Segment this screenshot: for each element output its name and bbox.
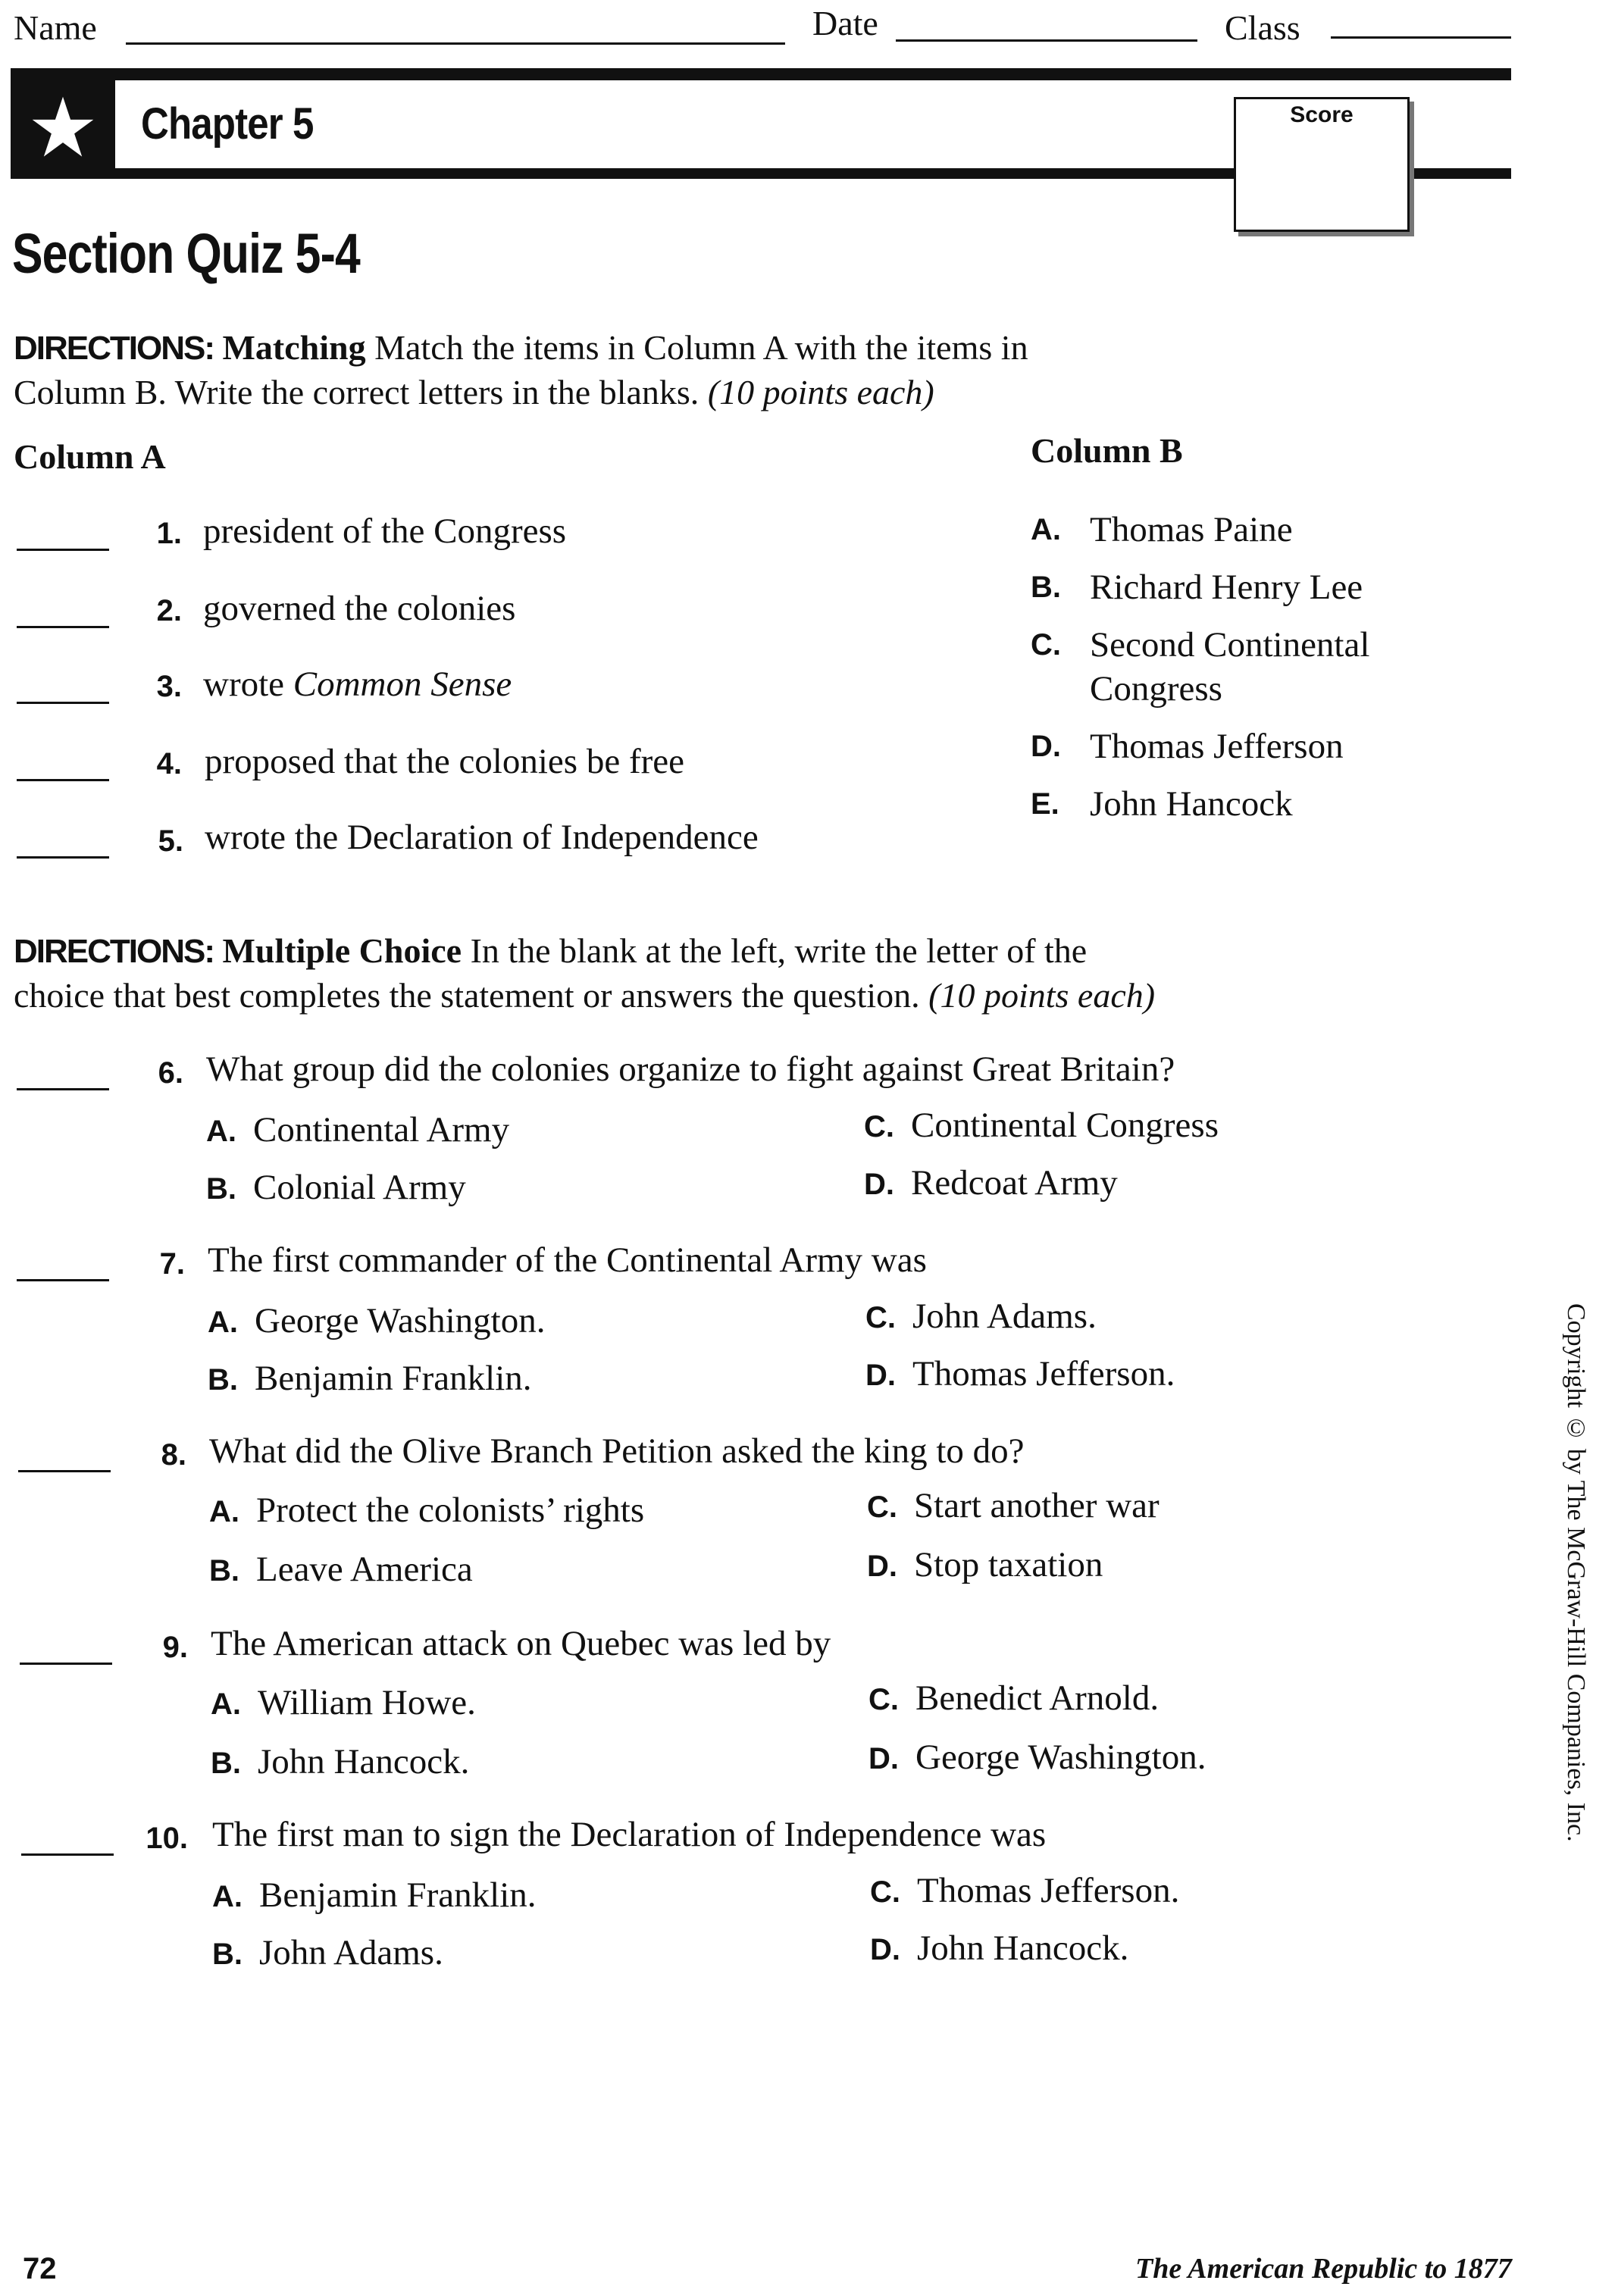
option-letter: B. xyxy=(1031,571,1061,604)
question-number: 7. xyxy=(159,1247,185,1281)
option-c: C. John Adams. xyxy=(865,1297,1097,1336)
question-text: The first man to sign the Declaration of Independence was xyxy=(212,1815,1047,1854)
answer-blank[interactable] xyxy=(18,1470,111,1472)
option-letter: A. xyxy=(1031,513,1061,546)
option-c: C. Start another war xyxy=(867,1486,1160,1525)
points-note: (10 points each) xyxy=(928,976,1156,1015)
answer-blank[interactable] xyxy=(17,549,109,551)
page-number: 72 xyxy=(23,2252,57,2285)
directions-text: In the blank at the left, write the letter of the xyxy=(470,931,1088,970)
answer-blank[interactable] xyxy=(17,779,109,781)
list-item xyxy=(1031,724,1344,768)
option-a: A. George Washington. xyxy=(208,1301,546,1340)
option-text: Thomas Paine xyxy=(1090,510,1293,549)
answer-blank[interactable] xyxy=(20,1663,112,1665)
item-number: 1. xyxy=(156,517,182,550)
question-text: What did the Olive Branch Petition asked the king to do? xyxy=(209,1431,1025,1471)
list-item xyxy=(1031,623,1369,711)
item-text: governed the colonies xyxy=(203,589,516,628)
question-number: 8. xyxy=(161,1438,186,1472)
answer-blank[interactable] xyxy=(17,1088,109,1090)
question-text: The American attack on Quebec was led by xyxy=(211,1624,831,1663)
name-label: Name xyxy=(14,8,97,47)
answer-blank[interactable] xyxy=(17,702,109,704)
option-c: C. Benedict Arnold. xyxy=(868,1678,1160,1718)
option-c: C. Thomas Jefferson. xyxy=(870,1871,1180,1910)
points-note: (10 points each) xyxy=(707,373,934,411)
item-text: president of the Congress xyxy=(203,511,567,551)
question-number: 10. xyxy=(146,1822,188,1855)
answer-blank[interactable] xyxy=(21,1853,114,1856)
answer-blank[interactable] xyxy=(17,1279,109,1281)
option-letter: D. xyxy=(1031,730,1061,763)
directions-type: Matching xyxy=(222,328,366,367)
option-d: D. Thomas Jefferson. xyxy=(865,1354,1175,1394)
column-a-heading: Column A xyxy=(14,437,166,476)
option-letter: C. xyxy=(1031,628,1061,662)
option-b: B. John Adams. xyxy=(212,1933,443,1972)
question-text: The first commander of the Continental Army was xyxy=(208,1240,927,1280)
option-c: C. Continental Congress xyxy=(864,1106,1219,1145)
banner-top-rule xyxy=(11,68,1511,80)
question-number: 6. xyxy=(158,1056,183,1090)
option-a: A. Benjamin Franklin. xyxy=(212,1875,537,1915)
option-b: B. John Hancock. xyxy=(211,1742,470,1781)
directions-text: Match the items in Column A with the items in xyxy=(374,328,1028,367)
date-field[interactable] xyxy=(896,39,1197,42)
list-item xyxy=(1031,782,1293,826)
option-text: Richard Henry Lee xyxy=(1090,568,1363,607)
list-item xyxy=(1031,565,1363,609)
matching-directions xyxy=(14,326,1340,414)
book-title: The American Republic to 1877 xyxy=(1135,2253,1512,2285)
directions-type: Multiple Choice xyxy=(222,931,462,970)
star-icon xyxy=(11,76,115,179)
option-d: D. Redcoat Army xyxy=(864,1163,1118,1203)
class-label: Class xyxy=(1225,8,1300,47)
list-item xyxy=(1031,508,1293,552)
directions-key: DIRECTIONS: xyxy=(14,933,214,970)
item-number: 5. xyxy=(158,824,183,858)
option-letter: E. xyxy=(1031,787,1059,821)
option-a: A. Protect the colonists’ rights xyxy=(209,1491,645,1530)
question-number: 9. xyxy=(162,1631,188,1664)
page-title: Section Quiz 5-4 xyxy=(12,222,360,285)
question-text: What group did the colonies organize to fight against Great Britain? xyxy=(206,1049,1175,1089)
item-number: 3. xyxy=(156,670,182,703)
option-d: D. Stop taxation xyxy=(867,1545,1103,1584)
option-b: B. Benjamin Franklin. xyxy=(208,1359,532,1398)
item-text: wrote Common Sense xyxy=(203,665,512,704)
option-d: D. John Hancock. xyxy=(870,1928,1129,1968)
date-label: Date xyxy=(812,4,878,42)
directions-text: choice that best completes the statement or answers the question. xyxy=(14,976,920,1015)
item-text: wrote the Declaration of Independence xyxy=(205,818,759,857)
item-number: 4. xyxy=(156,747,182,780)
directions-text: Column B. Write the correct letters in the blanks. xyxy=(14,373,699,411)
multiple-choice-directions xyxy=(14,929,1340,1018)
class-field[interactable] xyxy=(1331,36,1511,39)
column-b-heading: Column B xyxy=(1031,431,1183,470)
option-text: Thomas Jefferson xyxy=(1090,727,1344,766)
option-b: B. Leave America xyxy=(209,1550,473,1589)
option-d: D. George Washington. xyxy=(868,1738,1206,1777)
option-a: A. William Howe. xyxy=(211,1683,476,1722)
score-box[interactable] xyxy=(1234,97,1410,232)
chapter-label: Chapter 5 xyxy=(141,99,314,149)
copyright-notice: Copyright © by The McGraw-Hill Companies, Inc. xyxy=(1562,1303,1590,1842)
option-text: John Hancock xyxy=(1090,784,1293,824)
directions-key: DIRECTIONS: xyxy=(14,330,214,367)
answer-blank[interactable] xyxy=(17,626,109,628)
answer-blank[interactable] xyxy=(17,856,109,859)
option-b: B. Colonial Army xyxy=(206,1168,466,1207)
item-number: 2. xyxy=(156,594,182,627)
score-label: Score xyxy=(1290,102,1354,127)
name-field[interactable] xyxy=(126,42,785,45)
option-text: Second Continental Congress xyxy=(1090,625,1370,709)
item-text: proposed that the colonies be free xyxy=(205,742,684,781)
option-a: A. Continental Army xyxy=(206,1110,510,1150)
